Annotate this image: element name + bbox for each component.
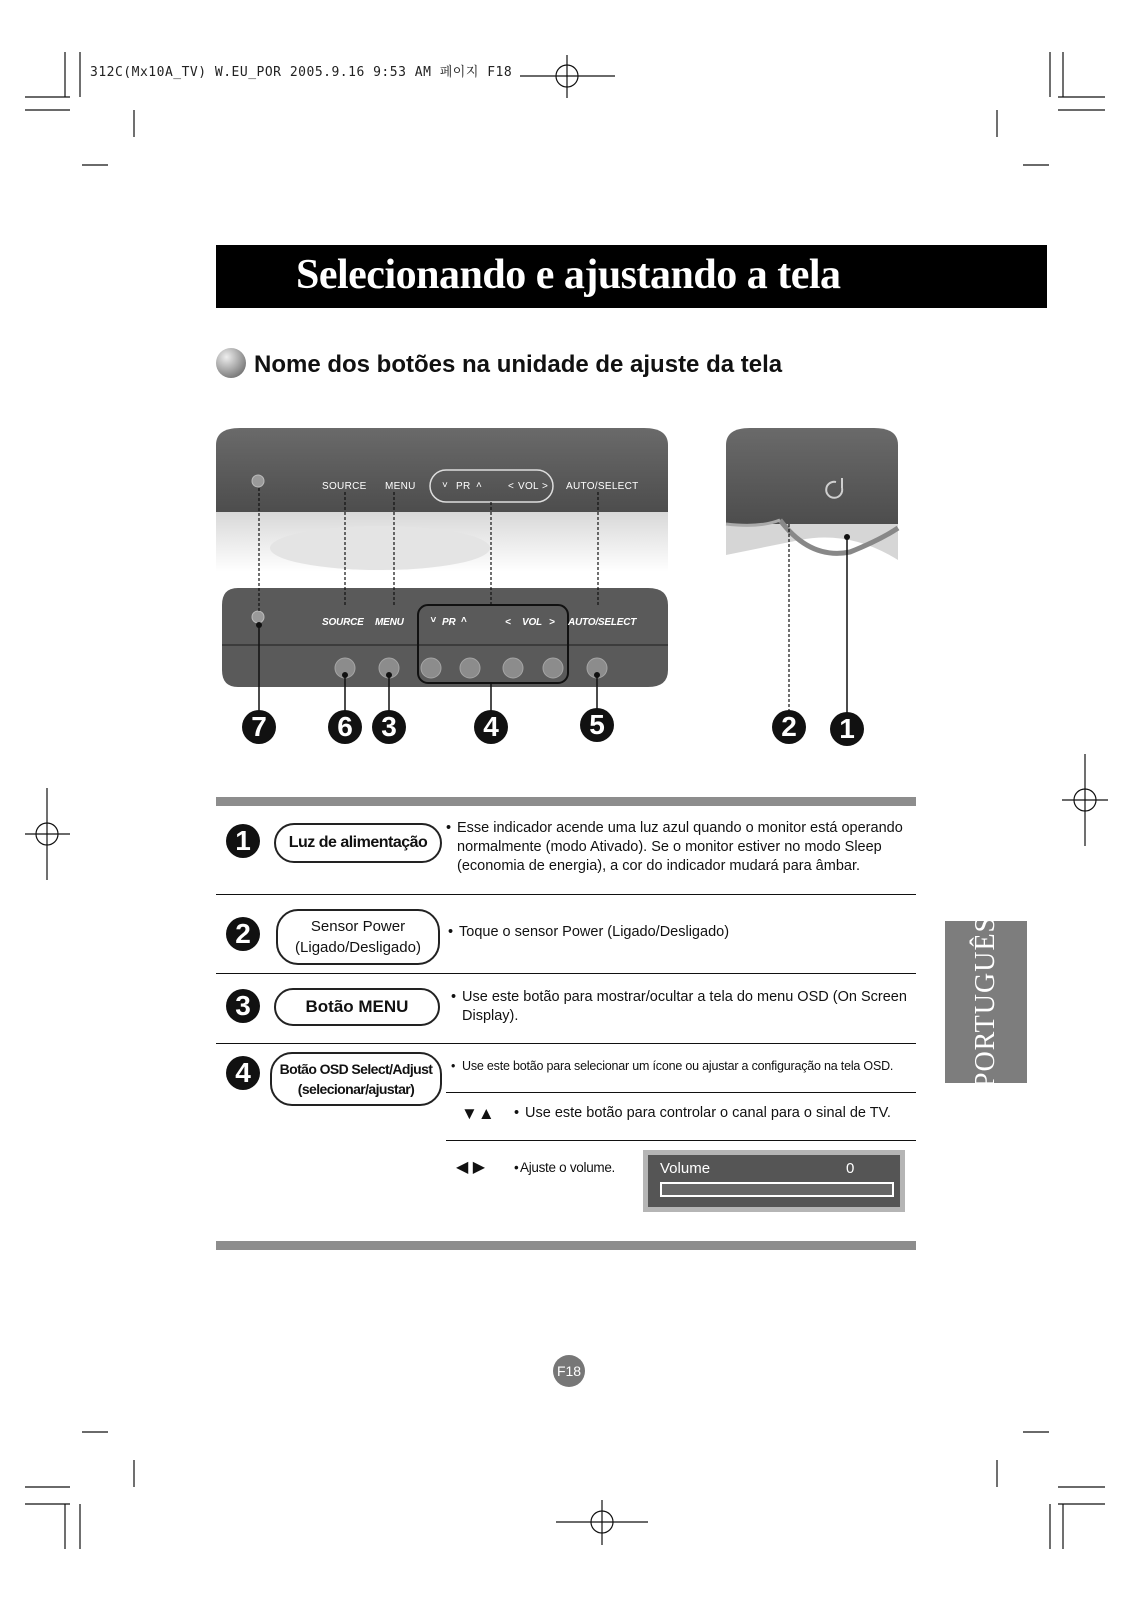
label-vol-bottom: VOL xyxy=(522,617,542,628)
chevron-down-icon: ˅ xyxy=(430,615,436,626)
down-up-arrows-icon: ▼▲ xyxy=(461,1104,495,1123)
item-description: • Use este botão para selecionar um ícone ou ajustar a configuração na tela OSD. xyxy=(451,1059,894,1073)
label-menu-bottom: MENU xyxy=(375,617,404,628)
item-name-pill: Luz de alimentação xyxy=(274,823,442,863)
left-right-arrows-icon: ◀ ▶ xyxy=(456,1159,486,1176)
label-pr-bottom: PR xyxy=(442,617,456,628)
label-source-top: SOURCE xyxy=(322,481,367,492)
item-name-pill: Sensor Power (Ligado/Desligado) xyxy=(276,909,440,965)
row-number: 4 xyxy=(226,1056,260,1090)
callout-number: 6 xyxy=(328,710,362,744)
chevron-right-icon: > xyxy=(549,617,555,628)
language-side-tab-label: PORTUGUÊS xyxy=(970,915,1001,1089)
chevron-down-icon: ˅ xyxy=(442,480,449,491)
button-panel-illustration xyxy=(0,0,1133,800)
callout-number: 1 xyxy=(830,712,864,746)
sub-item-description: • Use este botão para controlar o canal para o sinal de TV. xyxy=(514,1105,891,1121)
callout-number: 3 xyxy=(372,710,406,744)
page-number: F18 xyxy=(553,1355,585,1387)
item-description: • Use este botão para mostrar/ocultar a tela do menu OSD (On Screen Display). xyxy=(451,989,907,1024)
item-name-pill: Botão OSD Select/Adjust (selecionar/ajustar) xyxy=(270,1052,442,1106)
volume-osd-value: 0 xyxy=(846,1160,855,1177)
row-divider xyxy=(216,1043,916,1044)
section-title: Nome dos botões na unidade de ajuste da tela xyxy=(254,351,783,378)
volume-osd-bar xyxy=(660,1182,894,1197)
callout-number: 2 xyxy=(772,710,806,744)
callout-number: 4 xyxy=(474,710,508,744)
row-divider xyxy=(216,973,916,974)
callout-number: 5 xyxy=(580,708,614,742)
language-side-tab xyxy=(945,915,1027,1089)
row-divider xyxy=(216,894,916,895)
callout-number: 7 xyxy=(242,710,276,744)
item-description: • Toque o sensor Power (Ligado/Desligado) xyxy=(448,924,730,940)
print-header-meta: 312C(Mx10A_TV) W.EU_POR 2005.9.16 9:53 AM 페이지 F18 xyxy=(90,65,513,80)
item-description: • Esse indicador acende uma luz azul quando o monitor está operando normalmente (modo Ativado). Se o monitor estiver no modo Sleep (economia de energia), a cor do indicador mudará para âmbar. xyxy=(446,820,903,874)
sub-item-description: • Ajuste o volume. xyxy=(514,1160,615,1175)
chevron-up-icon: ˄ xyxy=(476,480,483,491)
item-name-pill: Botão MENU xyxy=(274,988,440,1026)
label-source-bottom: SOURCE xyxy=(322,617,364,628)
row-number: 1 xyxy=(226,824,260,858)
row-number: 3 xyxy=(226,989,260,1023)
table-top-divider xyxy=(216,797,916,806)
label-auto-select-top: AUTO/SELECT xyxy=(566,481,639,492)
label-pr-top: PR xyxy=(456,481,471,492)
row-number: 2 xyxy=(226,917,260,951)
sub-row-divider xyxy=(446,1092,916,1093)
chevron-up-icon: ˄ xyxy=(461,615,467,626)
chevron-left-icon: < xyxy=(505,617,511,628)
sub-row-divider xyxy=(446,1140,916,1141)
page-title: Selecionando e ajustando a tela xyxy=(296,252,841,298)
label-vol-top: VOL xyxy=(518,481,539,492)
table-bottom-divider xyxy=(216,1241,916,1250)
chevron-right-icon: > xyxy=(542,481,549,492)
label-auto-select-bottom: AUTO/SELECT xyxy=(568,617,637,628)
chevron-left-icon: < xyxy=(508,481,515,492)
label-menu-top: MENU xyxy=(385,481,416,492)
volume-osd-label: Volume xyxy=(660,1160,711,1177)
